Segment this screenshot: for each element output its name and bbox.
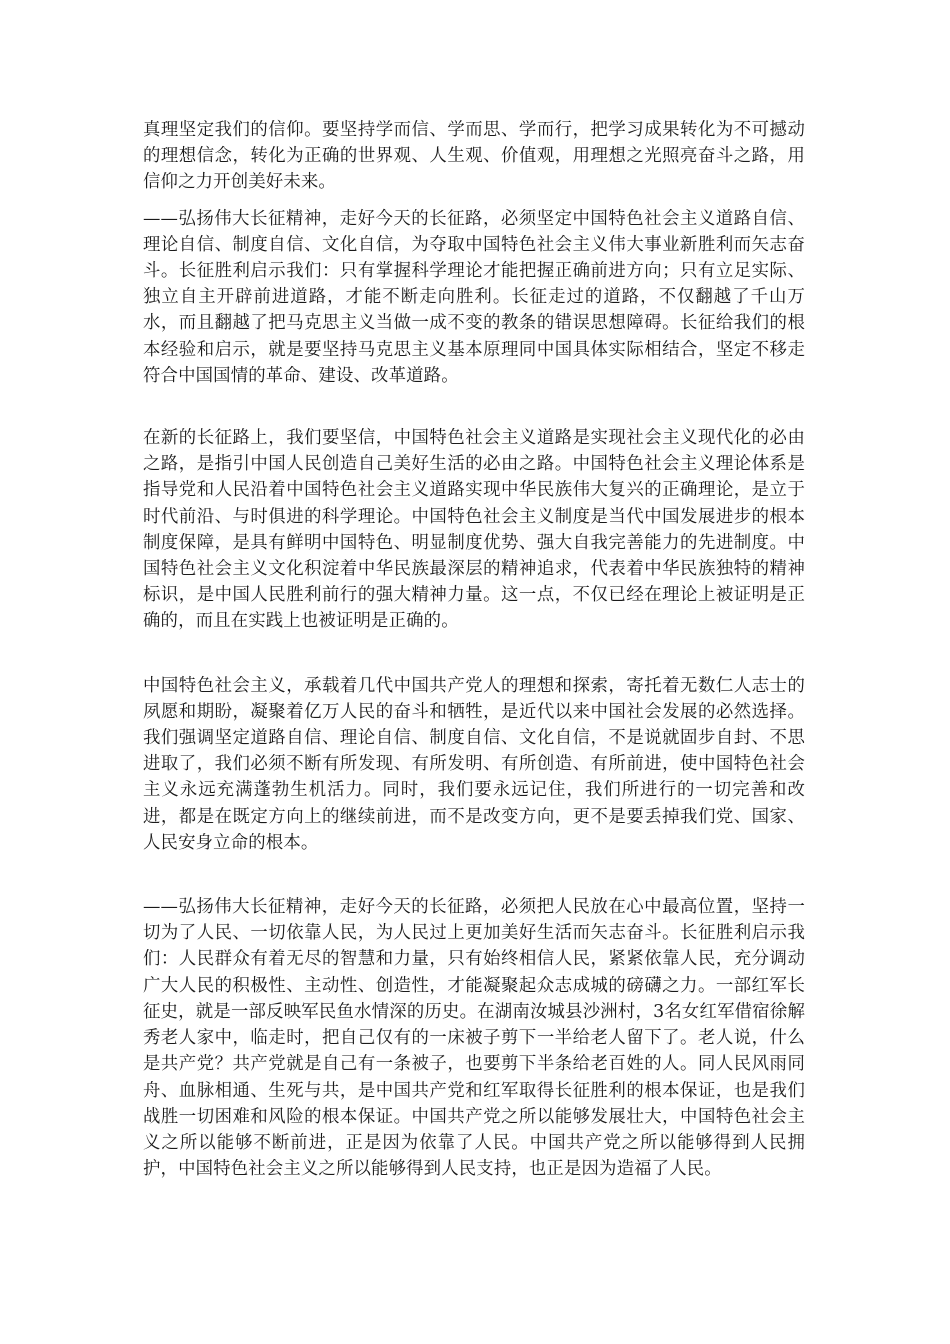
paragraph-socialism-choice: 中国特色社会主义，承载着几代中国共产党人的理想和探索，寄托着无数仁人志士的夙愿和期盼，凝聚着亿万人民的奋斗和牺牲，是近代以来中国社会发展的必然选择。我们强调坚定道路自信、理论自信、制度自信、文化自信，不是说就固步自封、不思进取了，我们必须不断有所发现、有所发明、有所创造、有所前进，使中国特色社会主义永远充满蓬勃生机活力。同时，我们要永远记住，我们所进行的一切完善和改进，都是在既定方向上的继续前进，而不是改变方向，更不是要丢掉我们党、国家、人民安身立命的根本。 [143,675,805,853]
paragraph-road-confidence: ——弘扬伟大长征精神，走好今天的长征路，必须坚定中国特色社会主义道路自信、理论自信、制度自信、文化自信，为夺取中国特色社会主义伟大事业新胜利而矢志奋斗。长征胜利启示我们：只有掌握科学理论才能把握正确前进方向；只有立足实际、独立自主开辟前进道路，才能不断走向胜利。长征走过的道路，不仅翻越了千山万水，而且翻越了把马克思主义当做一成不变的教条的错误思想障碍。长征给我们的根本经验和启示，就是要坚持马克思主义基本原理同中国具体实际相结合，坚定不移走符合中国国情的革命、建设、改革道路。 [143,208,805,386]
paragraph-new-long-march: 在新的长征路上，我们要坚信，中国特色社会主义道路是实现社会主义现代化的必由之路，是指引中国人民创造自己美好生活的必由之路。中国特色社会主义理论体系是指导党和人民沿着中国特色社会主义道路实现中华民族伟大复兴的正确理论，是立于时代前沿、与时俱进的科学理论。中国特色社会主义制度是当代中国发展进步的根本制度保障，是具有鲜明中国特色、明显制度优势、强大自我完善能力的先进制度。中国特色社会主义文化积淀着中华民族最深层的精神追求，代表着中华民族独特的精神标识，是中国人民胜利前行的强大精神力量。这一点，不仅已经在理论上被证明是正确的，而且在实践上也被证明是正确的。 [143,428,805,632]
paragraph-faith: 真理坚定我们的信仰。要坚持学而信、学而思、学而行，把学习成果转化为不可撼动的理想信念，转化为正确的世界观、人生观、价值观，用理想之光照亮奋斗之路，用信仰之力开创美好未来。 [143,120,805,193]
paragraph-people-first: ——弘扬伟大长征精神，走好今天的长征路，必须把人民放在心中最高位置，坚持一切为了人民、一切依靠人民，为人民过上更加美好生活而矢志奋斗。长征胜利启示我们：人民群众有着无尽的智慧和力量，只有始终相信人民，紧紧依靠人民，充分调动广大人民的积极性、主动性、创造性，才能凝聚起众志成城的磅礴之力。一部红军长征史，就是一部反映军民鱼水情深的历史。在湖南汝城县沙洲村，3名女红军借宿徐解秀老人家中，临走时，把自己仅有的一床被子剪下一半给老人留下了。老人说，什么是共产党？共产党就是自己有一条被子，也要剪下半条给老百姓的人。同人民风雨同舟、血脉相通、生死与共，是中国共产党和红军取得长征胜利的根本保证，也是我们战胜一切困难和风险的根本保证。中国共产党之所以能够发展壮大，中国特色社会主义之所以能够不断前进，正是因为依靠了人民。中国共产党之所以能够得到人民拥护，中国特色社会主义之所以能够得到人民支持，也正是因为造福了人民。 [143,897,805,1180]
document-body [143,117,805,1182]
